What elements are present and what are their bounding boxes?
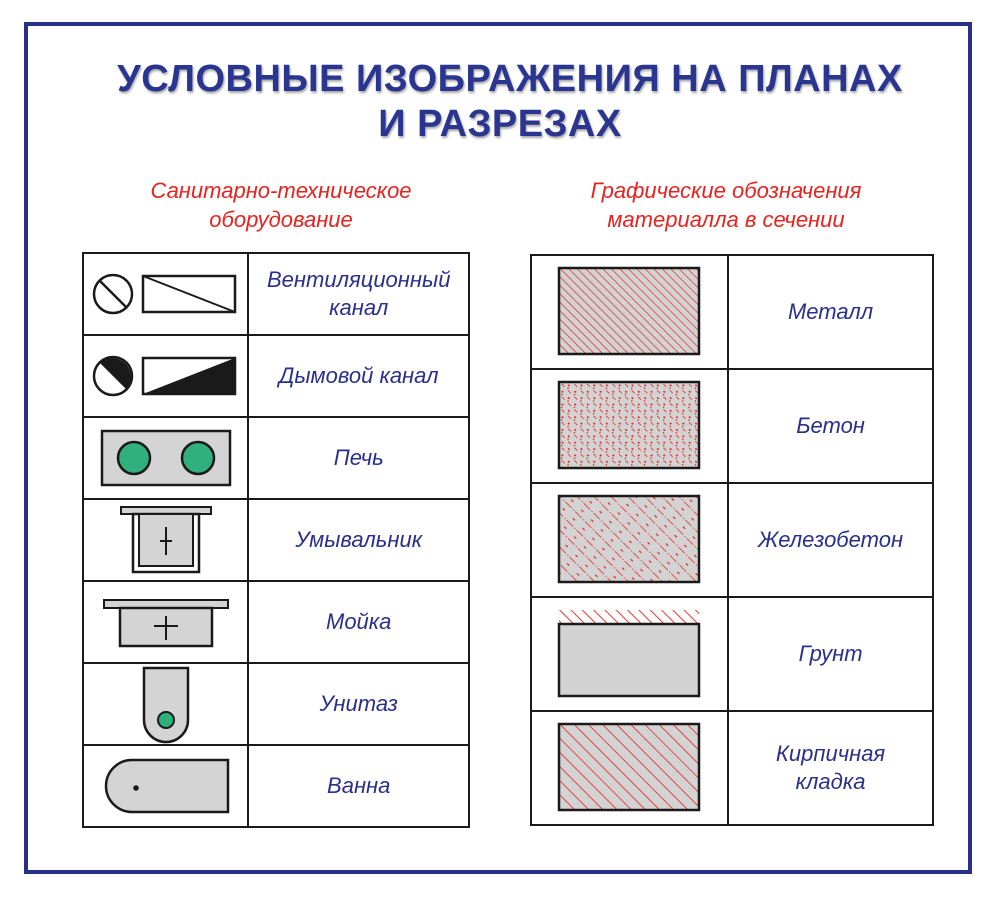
right-heading-line2: материалла в сечении [607, 207, 845, 232]
row-label [728, 483, 933, 597]
row-label [248, 663, 469, 745]
label-line: Печь [333, 445, 384, 470]
label-line: Дымовой канал [278, 363, 439, 388]
label-line: Грунт [798, 641, 863, 666]
concrete-hatch-icon [531, 369, 728, 483]
table-row [531, 711, 933, 825]
row-label [248, 417, 469, 499]
page-title-line1: УСЛОВНЫЕ ИЗОБРАЖЕНИЯ НА ПЛАНАХ [117, 58, 903, 100]
page-title-line2: И РАЗРЕЗАХ [378, 103, 622, 145]
washbasin-icon [83, 499, 248, 581]
row-label [248, 335, 469, 417]
table-row [83, 335, 469, 417]
ventilation-duct-icon [83, 253, 248, 335]
table-row [531, 369, 933, 483]
sanitary-equipment-table [82, 252, 470, 828]
row-label [248, 745, 469, 827]
right-heading-line1: Графические обозначения [590, 178, 862, 203]
label-line: Железобетон [758, 527, 904, 552]
row-label [728, 597, 933, 711]
smoke-duct-icon [83, 335, 248, 417]
table-row [83, 253, 469, 335]
label-line: канал [329, 295, 389, 320]
table-row [83, 581, 469, 663]
label-line: Металл [787, 299, 874, 324]
table-row [531, 255, 933, 369]
right-section-heading [520, 176, 932, 234]
row-label [728, 711, 933, 825]
brickwork-hatch-icon [531, 711, 728, 825]
label-line: Умывальник [295, 527, 423, 552]
bathtub-icon [83, 745, 248, 827]
metal-hatch-icon [531, 255, 728, 369]
table-row [531, 483, 933, 597]
label-line: Ванна [327, 773, 391, 798]
label-line: кладка [795, 769, 866, 794]
table-row [83, 417, 469, 499]
label-line: Кирпичная [775, 741, 886, 766]
stove-icon [83, 417, 248, 499]
row-label [728, 255, 933, 369]
row-label [248, 581, 469, 663]
material-section-table [530, 254, 934, 826]
table-row [531, 597, 933, 711]
label-line: Мойка [326, 609, 392, 634]
row-label [248, 499, 469, 581]
label-line: Вентиляционный [267, 267, 451, 292]
row-label [248, 253, 469, 335]
left-heading-line1: Санитарно-техническое [150, 178, 412, 203]
label-line: Бетон [796, 413, 865, 438]
toilet-icon [83, 663, 248, 745]
table-row [83, 499, 469, 581]
soil-hatch-icon [531, 597, 728, 711]
table-row [83, 663, 469, 745]
row-label [728, 369, 933, 483]
left-heading-line2: оборудование [209, 207, 353, 232]
table-row [83, 745, 469, 827]
left-section-heading [96, 176, 466, 234]
sink-icon [83, 581, 248, 663]
reinforced-concrete-hatch-icon [531, 483, 728, 597]
label-line: Унитаз [319, 691, 398, 716]
